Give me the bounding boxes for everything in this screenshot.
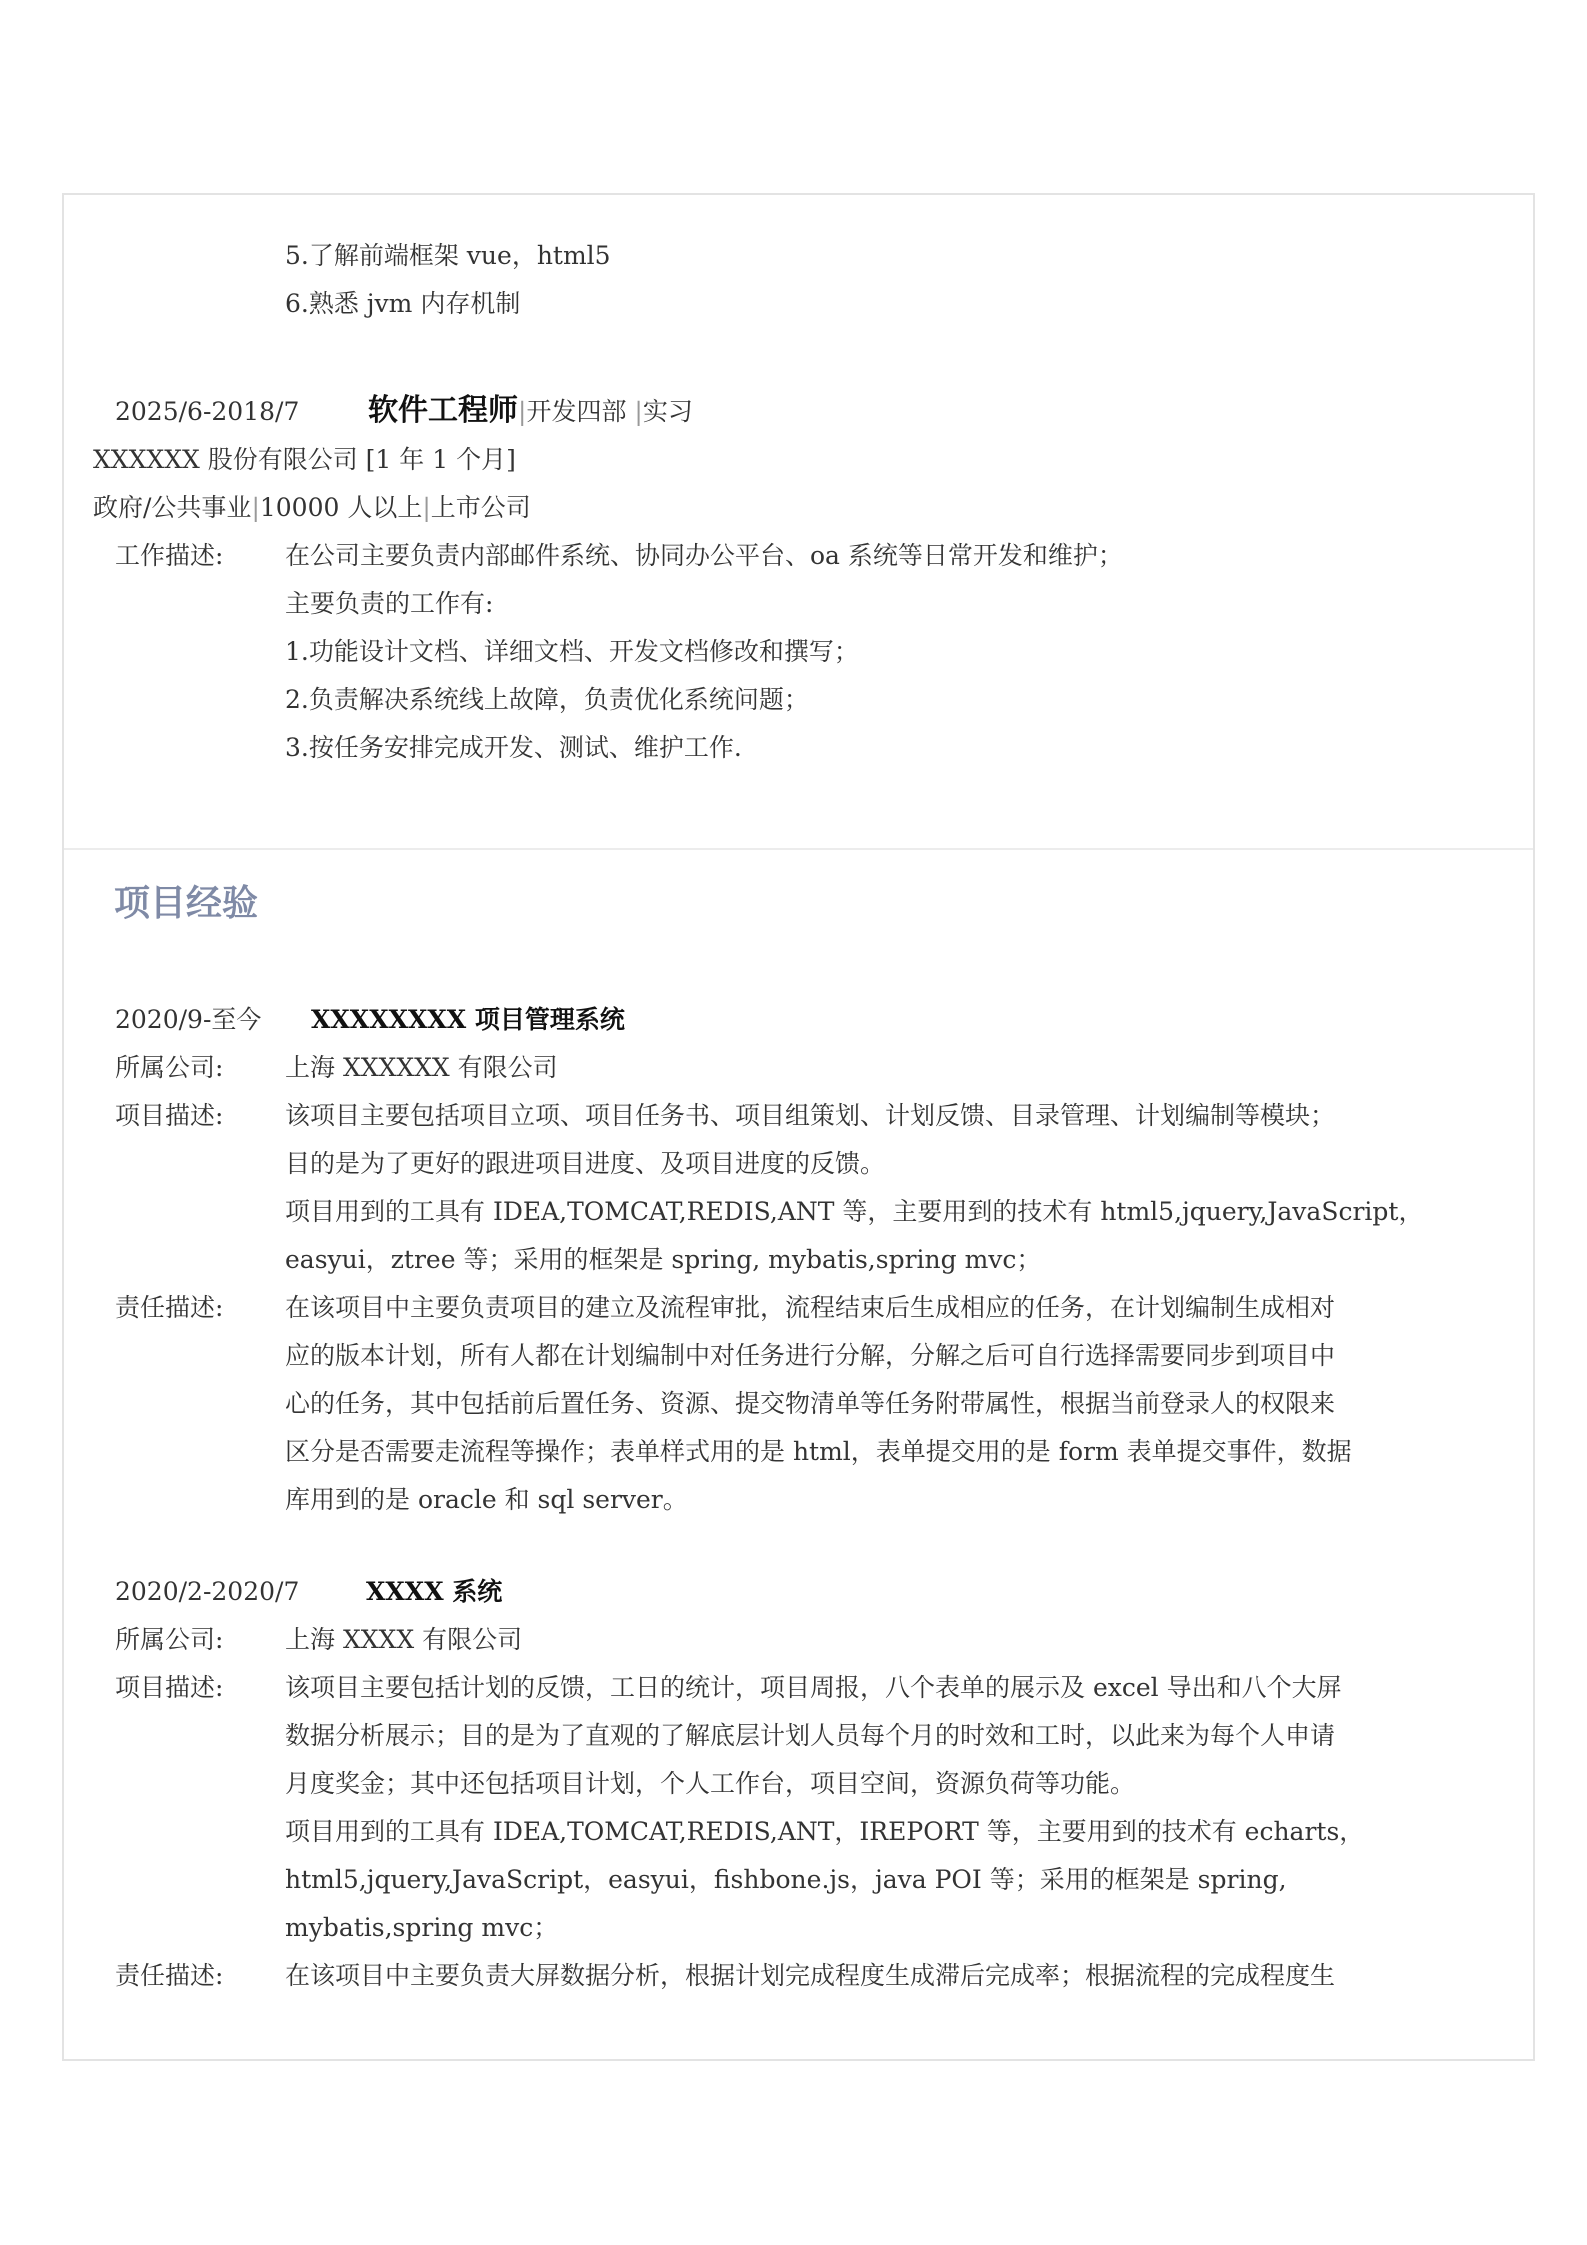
project-desc-line: easyui，ztree 等；采用的框架是 spring, mybatis,spring mvc； [285,1245,1042,1274]
company-nature: 上市公司 [430,493,531,522]
job-header [368,391,693,432]
job-desc-line: 在公司主要负责内部邮件系统、协同办公平台、oa 系统等日常开发和维护； [285,541,1123,570]
project-desc-line: 项目用到的工具有 IDEA,TOMCAT,REDIS,ANT，IREPORT 等，主要用到的技术有 echarts， [285,1817,1365,1846]
project-desc-line: html5,jquery,JavaScript，easyui，fishbone.js，java POI 等；采用的框架是 spring, [285,1865,1287,1894]
job-company: XXXXXX 股份有限公司 [1 年 1 个月] [93,445,516,474]
project-desc-line: 月度奖金；其中还包括项目计划，个人工作台，项目空间，资源负荷等功能。 [285,1769,1136,1798]
resp-label: 责任描述: [115,1293,224,1322]
job-desc-line: 1.功能设计文档、详细文档、开发文档修改和撰写； [285,637,859,666]
separator: | [251,493,260,522]
company-size: 10000 人以上 [259,493,423,522]
resp-line: 应的版本计划，所有人都在计划编制中对任务进行分解，分解之后可自行选择需要同步到项目中 [285,1341,1336,1370]
job-desc-line: 主要负责的工作有: [285,589,494,618]
job-desc-line: 3.按任务安排完成开发、测试、维护工作. [285,733,742,762]
separator: | [422,493,431,522]
project-date: 2020/2-2020/7 [115,1577,300,1606]
separator: | [518,397,527,426]
section-title-projects: 项目经验 [114,883,259,924]
project-desc-line: 该项目主要包括计划的反馈，工日的统计，项目周报，八个表单的展示及 excel 导出和八个大屏 [285,1673,1342,1702]
resp-line: 在该项目中主要负责项目的建立及流程审批，流程结束后生成相应的任务，在计划编制生成相对 [285,1293,1336,1322]
resp-line: 在该项目中主要负责大屏数据分析，根据计划完成程度生成滞后完成率；根据流程的完成程度生 [285,1961,1336,1990]
project-company: 上海 XXXXXX 有限公司 [285,1053,558,1082]
job-company-info [93,492,531,524]
job-title: 软件工程师 [368,393,518,428]
separator: | [634,397,643,426]
section-divider [64,848,1533,850]
project-desc-line: 项目用到的工具有 IDEA,TOMCAT,REDIS,ANT 等，主要用到的技术有 html5,jquery,JavaScript， [285,1197,1424,1226]
job-type: 实习 [642,397,693,426]
job-desc-label: 工作描述: [115,541,224,570]
project-desc-label: 项目描述: [115,1673,224,1702]
skill-line: 6.熟悉 jvm 内存机制 [285,289,521,318]
resp-line: 心的任务，其中包括前后置任务、资源、提交物清单等任务附带属性，根据当前登录人的权限来 [285,1389,1336,1418]
company-industry: 政府/公共事业 [93,493,252,522]
job-desc-line: 2.负责解决系统线上故障，负责优化系统问题； [285,685,809,714]
resp-line: 区分是否需要走流程等操作；表单样式用的是 html，表单提交用的是 form 表单提交事件，数据 [285,1437,1352,1466]
job-date: 2025/6-2018/7 [115,397,300,426]
project-desc-line: 数据分析展示；目的是为了直观的了解底层计划人员每个月的时效和工时，以此来为每个人申请 [285,1721,1336,1750]
company-label: 所属公司: [115,1053,224,1082]
project-desc-line: 该项目主要包括项目立项、项目任务书、项目组策划、计划反馈、目录管理、计划编制等模块； [285,1101,1336,1130]
company-label: 所属公司: [115,1625,224,1654]
resp-line: 库用到的是 oracle 和 sql server。 [285,1485,688,1514]
project-desc-line: mybatis,spring mvc； [285,1913,559,1942]
job-department: 开发四部 [526,397,635,426]
project-date: 2020/9-至今 [115,1005,262,1034]
skill-line: 5.了解前端框架 vue，html5 [285,241,611,270]
resp-label: 责任描述: [115,1961,224,1990]
project-name: XXXXXXXX 项目管理系统 [311,1005,625,1034]
project-company: 上海 XXXX 有限公司 [285,1625,523,1654]
project-desc-line: 目的是为了更好的跟进项目进度、及项目进度的反馈。 [285,1149,886,1178]
project-name: XXXX 系统 [366,1577,503,1606]
project-desc-label: 项目描述: [115,1101,224,1130]
